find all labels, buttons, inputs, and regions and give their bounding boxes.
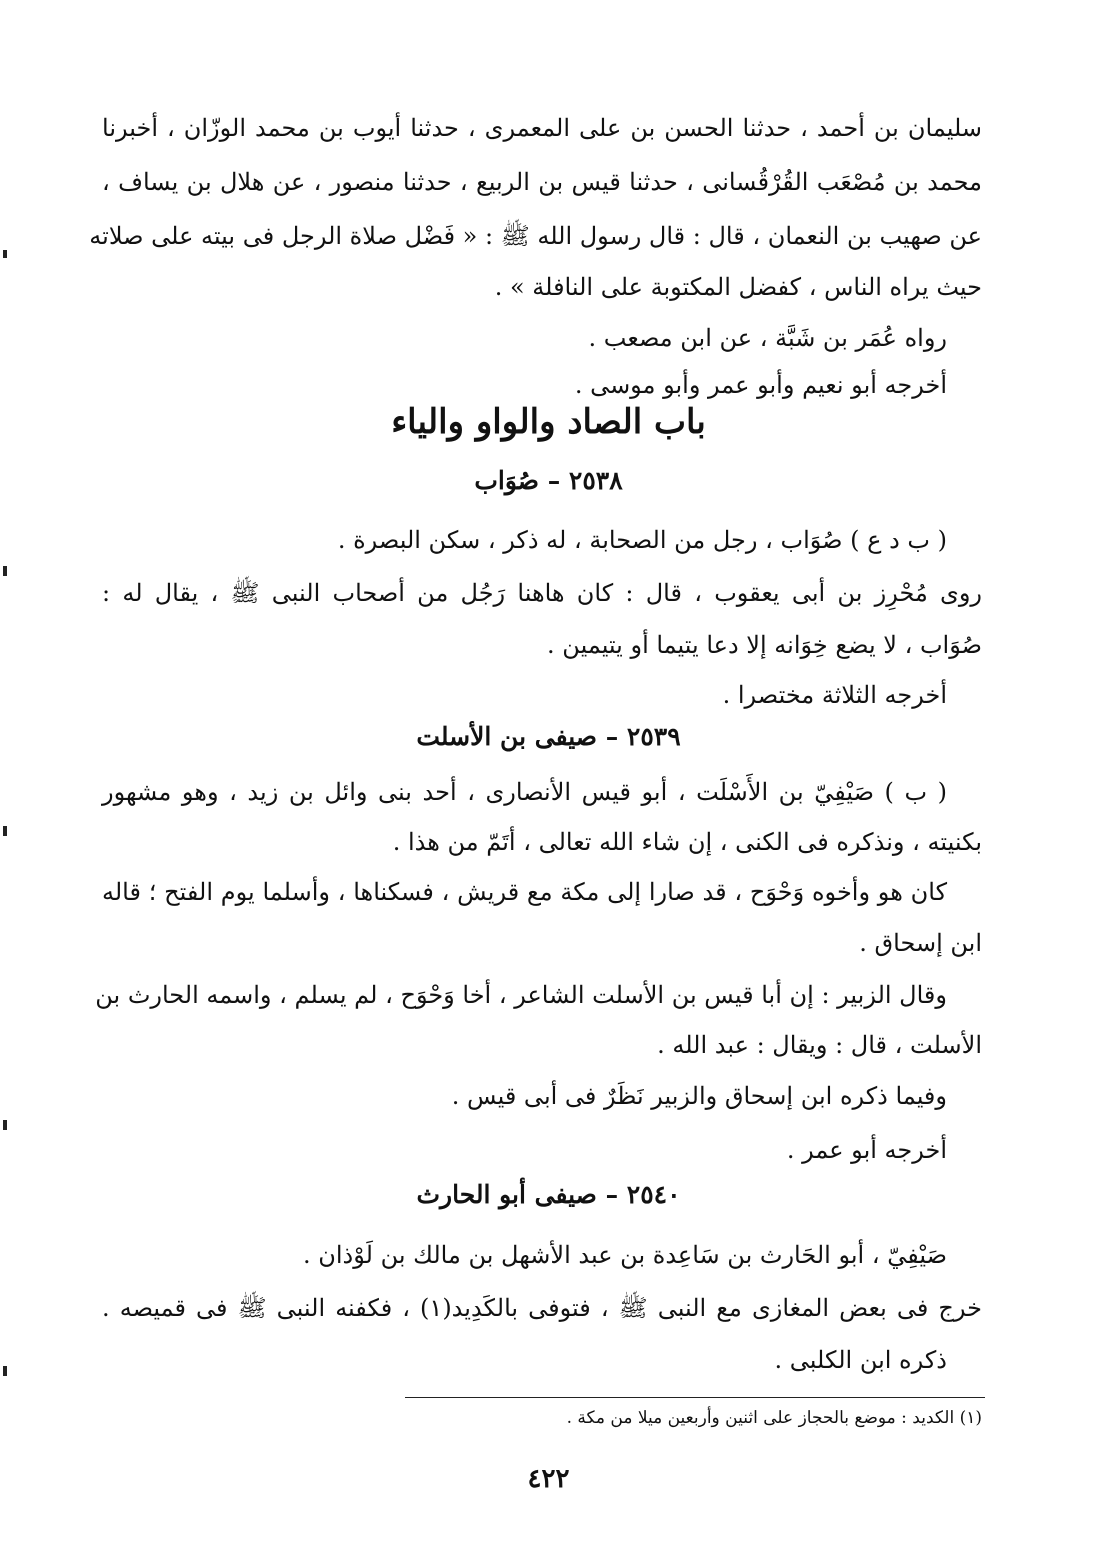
text-line: أخرجه أبو نعيم وأبو عمر وأبو موسى . (574, 371, 947, 399)
scan-mark (3, 1120, 7, 1130)
scan-mark (3, 566, 7, 576)
scan-mark (3, 826, 7, 836)
text-line: بكنيته ، ونذكره فى الكنى ، إن شاء الله تعالى ، أتَمّ من هذا . (392, 828, 982, 856)
text-line: عن صهيب بن النعمان ، قال : قال رسول الله ﷺ : « فَضْل صلاة الرجل فى بيته على صلاته (89, 222, 982, 250)
text-line: ذكره ابن الكلبى . (774, 1346, 947, 1374)
text-line: أخرجه أبو عمر . (786, 1136, 947, 1164)
text-line: ( ب د ع ) صُوَاب ، رجل من الصحابة ، له ذكر ، سكن البصرة . (337, 526, 947, 554)
text-line: حيث يراه الناس ، كفضل المكتوبة على النافلة » . (494, 273, 982, 301)
text-line: محمد بن مُصْعَب القُرْقُسانى ، حدثنا قيس بن الربيع ، حدثنا منصور ، عن هلال بن يساف ، (102, 168, 982, 196)
text-line: روى مُحْرِز بن أبى يعقوب ، قال : كان هاهنا رَجُل من أصحاب النبى ﷺ ، يقال له : (102, 579, 983, 607)
scan-mark (3, 250, 7, 258)
text-line: صَيْفِيّ ، أبو الحَارث بن سَاعِدة بن عبد الأشهل بن مالك بن لَوْذان . (302, 1241, 947, 1269)
text-line: أخرجه الثلاثة مختصرا . (722, 681, 947, 709)
text-line: سليمان بن أحمد ، حدثنا الحسن بن على المعمرى ، حدثنا أيوب بن محمد الوزّان ، أخبرنا (102, 114, 982, 142)
text-line: صُوَاب ، لا يضع خِوَانه إلا دعا يتيما أو يتيمين . (547, 631, 982, 659)
text-line: وفيما ذكره ابن إسحاق والزبير نَظَرٌ فى أبى قيس . (451, 1082, 947, 1110)
entry-title: ٢٥٣٩ – صيفى بن الأسلت (416, 722, 681, 751)
text-line: كان هو وأخوه وَحْوَح ، قد صارا إلى مكة مع قريش ، فسكناها ، وأسلما يوم الفتح ؛ قاله (102, 878, 947, 906)
footnote: (١) الكديد : موضع بالحجاز على اثنين وأربعين ميلا من مكة . (566, 1408, 982, 1428)
page-number: ٤٢٢ (527, 1464, 570, 1494)
footnote-divider (405, 1397, 985, 1398)
entry-title: ٢٥٣٨ – صُوَاب (474, 466, 623, 495)
text-line: رواه عُمَر بن شَبَّة ، عن ابن مصعب . (588, 324, 947, 352)
text-line: وقال الزبير : إن أبا قيس بن الأسلت الشاعر ، أخا وَحْوَح ، لم يسلم ، واسمه الحارث بن (95, 981, 947, 1009)
chapter-title: باب الصاد والواو والياء (391, 402, 706, 442)
text-line: الأسلت ، قال : ويقال : عبد الله . (657, 1031, 982, 1059)
scan-mark (3, 1366, 7, 1376)
text-line: ( ب ) صَيْفِيّ بن الأَسْلَت ، أبو قيس الأنصارى ، أحد بنى وائل بن زيد ، وهو مشهور (102, 778, 947, 806)
text-line: ابن إسحاق . (859, 929, 982, 957)
text-line: خرج فى بعض المغازى مع النبى ﷺ ، فتوفى بالكَدِيد(١) ، فكفنه النبى ﷺ فى قميصه . (102, 1294, 982, 1322)
entry-title: ٢٥٤٠ – صيفى أبو الحارث (416, 1180, 681, 1209)
